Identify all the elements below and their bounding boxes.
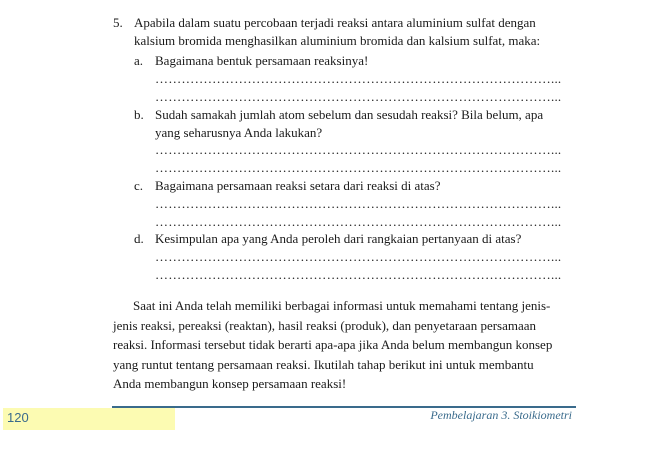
sub-question-text-line-2: yang seharusnya Anda lakukan?	[155, 124, 323, 140]
sub-question-letter: a.	[134, 53, 144, 68]
sub-question-text: Bagaimana persamaan reaksi setara dari reaksi di atas?	[155, 178, 441, 193]
sub-question-text-line-1: Sudah samakah jumlah atom sebelum dan sesudah reaksi? Bila belum, apa	[155, 107, 544, 122]
paragraph-line: Anda membangun konsep persamaan reaksi!	[113, 376, 347, 391]
question-text	[134, 14, 564, 49]
sub-question-text: Bagaimana bentuk persamaan reaksinya!	[155, 53, 369, 68]
question-text-line-1: Apabila dalam suatu percobaan terjadi reaksi antara aluminium sulfat dengan	[134, 15, 536, 30]
sub-question-letter: d.	[134, 231, 144, 246]
question-number: 5.	[113, 15, 123, 30]
answer-line[interactable]: ………………………………………………………………………………...	[155, 89, 562, 104]
answer-line[interactable]: ………………………………………………………………………………...	[155, 267, 562, 282]
running-footer-title: Pembelajaran 3. Stoikiometri	[430, 408, 572, 422]
paragraph-line: jenis reaksi, pereaksi (reaktan), hasil reaksi (produk), dan penyetaraan persamaan	[113, 317, 537, 333]
sub-question-letter: c.	[134, 178, 144, 193]
answer-line[interactable]: ………………………………………………………………………………...	[155, 160, 562, 175]
page-number-highlight	[3, 408, 175, 430]
answer-line[interactable]: ………………………………………………………………………………...	[155, 214, 562, 229]
question-text-line-2: kalsium bromida menghasilkan aluminium bromida dan kalsium sulfat, maka:	[134, 32, 541, 48]
body-paragraph	[113, 296, 565, 394]
answer-line[interactable]: ………………………………………………………………………………...	[155, 249, 562, 264]
paragraph-line: Saat ini Anda telah memiliki berbagai informasi untuk memahami tentang jenis-	[133, 298, 551, 313]
answer-line[interactable]: ………………………………………………………………………………...	[155, 71, 562, 86]
sub-question-text	[155, 106, 564, 141]
page-number: 120	[7, 410, 29, 425]
paragraph-line: yang runtut tentang persamaan reaksi. Ikutilah tahap berikut ini untuk membantu	[113, 356, 534, 372]
answer-line[interactable]: ………………………………………………………………………………...	[155, 196, 562, 211]
sub-question-text: Kesimpulan apa yang Anda peroleh dari rangkaian pertanyaan di atas?	[155, 231, 522, 246]
paragraph-line: reaksi. Informasi tersebut tidak berarti apa-apa jika Anda belum membangun konsep	[113, 337, 553, 352]
sub-question-letter: b.	[134, 107, 144, 122]
answer-line[interactable]: ………………………………………………………………………………...	[155, 142, 562, 157]
